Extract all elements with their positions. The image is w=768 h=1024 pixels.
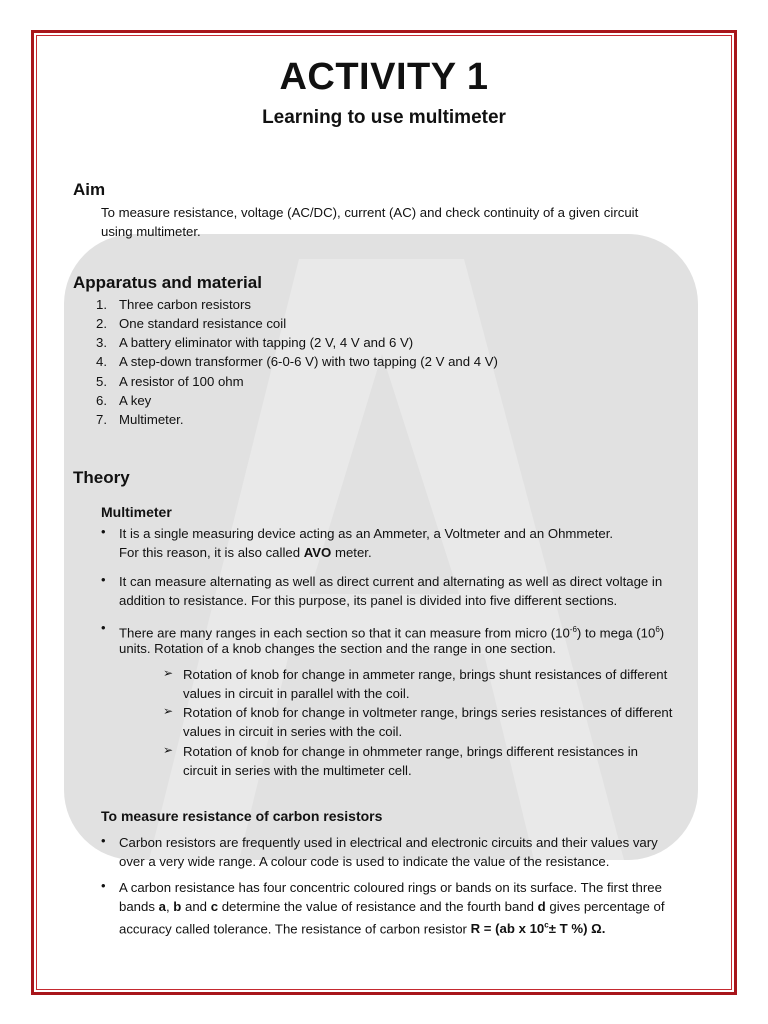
apparatus-heading: Apparatus and material	[73, 273, 262, 292]
text-run: meter.	[331, 545, 372, 560]
sub-bullet2-line2: values in circuit in series with the coil.	[183, 724, 403, 739]
text-run: and	[181, 899, 211, 914]
arrow-bullet-icon: ➢	[163, 743, 174, 757]
formula-part: ± T %) Ω.	[548, 921, 606, 937]
bullet-icon: •	[101, 572, 106, 587]
list-item: Three carbon resistors	[119, 297, 251, 312]
bold-text: a	[158, 899, 166, 914]
carbon-bullet2-line3	[119, 916, 605, 938]
sub-bullet1-line1: Rotation of knob for change in ammeter range, brings shunt resistances of different	[183, 667, 668, 682]
bullet-icon: •	[101, 878, 106, 893]
arrow-bullet-icon: ➢	[163, 704, 174, 718]
aim-heading: Aim	[73, 180, 106, 199]
theory-heading: Theory	[73, 468, 130, 487]
arrow-bullet-icon: ➢	[163, 666, 174, 680]
list-number: 1.	[96, 297, 107, 312]
sub-bullet3-line1: Rotation of knob for change in ohmmeter range, brings different resistances in	[183, 744, 638, 759]
list-number: 2.	[96, 316, 107, 331]
carbon-bullet1-line1: Carbon resistors are frequently used in electrical and electronic circuits and their values vary	[119, 835, 658, 850]
carbon-resistors-subheading: To measure resistance of carbon resistors	[101, 808, 383, 824]
carbon-bullet1-line2: over a very wide range. A colour code is used to indicate the value of the resistance.	[119, 854, 610, 869]
sub-bullet2-line1: Rotation of knob for change in voltmeter range, brings series resistances of different	[183, 705, 673, 720]
aim-text-line1: To measure resistance, voltage (AC/DC), current (AC) and check continuity of a given circuit	[101, 205, 639, 220]
multimeter-bullet1-line1: It is a single measuring device acting as an Ammeter, a Voltmeter and an Ohmmeter.	[119, 526, 614, 541]
list-item: A battery eliminator with tapping (2 V, 4 V and 6 V)	[119, 335, 414, 350]
text-run: accuracy called tolerance. The resistance of carbon resistor	[119, 921, 471, 937]
multimeter-bullet2-line1: It can measure alternating as well as direct current and alternating as well as direct voltage in	[119, 574, 663, 589]
formula-part: R = (ab x 10	[470, 921, 545, 937]
list-number: 4.	[96, 354, 107, 369]
text-run: ,	[165, 899, 174, 914]
bullet-icon: •	[101, 833, 106, 848]
page-title: ACTIVITY 1	[279, 56, 489, 98]
carbon-bullet2-line2	[119, 897, 704, 916]
list-number: 7.	[96, 412, 107, 427]
aim-text-line2: using multimeter.	[101, 224, 201, 239]
text-run: For this reason, it is also called	[119, 545, 304, 560]
multimeter-bullet1-line2	[119, 543, 372, 562]
sub-bullet1-line2: values in circuit in parallel with the coil.	[183, 686, 410, 701]
text-run: bands	[119, 899, 159, 914]
bold-text: c	[210, 899, 219, 914]
resistance-formula	[471, 921, 606, 936]
list-item: Multimeter.	[119, 412, 184, 427]
text-run: There are many ranges in each section so that it can measure from micro (10	[119, 625, 570, 641]
superscript: -6	[569, 625, 577, 634]
carbon-bullet2-line1: A carbon resistance has four concentric coloured rings or bands on its surface. The first three	[119, 880, 662, 895]
list-item: One standard resistance coil	[119, 316, 287, 331]
bullet-icon: •	[101, 620, 106, 635]
list-item: A resistor of 100 ohm	[119, 374, 244, 389]
list-item: A step-down transformer (6-0-6 V) with two tapping (2 V and 4 V)	[119, 354, 498, 369]
superscript: 6	[655, 625, 660, 634]
superscript: c	[544, 921, 549, 930]
text-run: ) to mega (10	[576, 625, 656, 641]
bullet-icon: •	[101, 524, 106, 539]
text-run: determine the value of resistance and the fourth band	[218, 899, 538, 914]
multimeter-bullet2-line2: addition to resistance. For this purpose, its panel is divided into five different sections.	[119, 593, 618, 608]
multimeter-bullet3-line2: units. Rotation of a knob changes the section and the range in one section.	[119, 641, 556, 656]
text-run: gives percentage of	[545, 899, 665, 914]
sub-bullet3-line2: circuit in series with the multimeter cell.	[183, 763, 412, 778]
text-run: )	[659, 625, 665, 641]
list-number: 5.	[96, 374, 107, 389]
multimeter-subheading: Multimeter	[101, 504, 172, 520]
avo-bold-text: AVO	[303, 545, 332, 560]
list-item: A key	[119, 393, 152, 408]
list-number: 6.	[96, 393, 107, 408]
bold-text: b	[173, 899, 182, 914]
bold-text: d	[537, 899, 546, 914]
page-subtitle: Learning to use multimeter	[262, 107, 506, 128]
list-number: 3.	[96, 335, 107, 350]
